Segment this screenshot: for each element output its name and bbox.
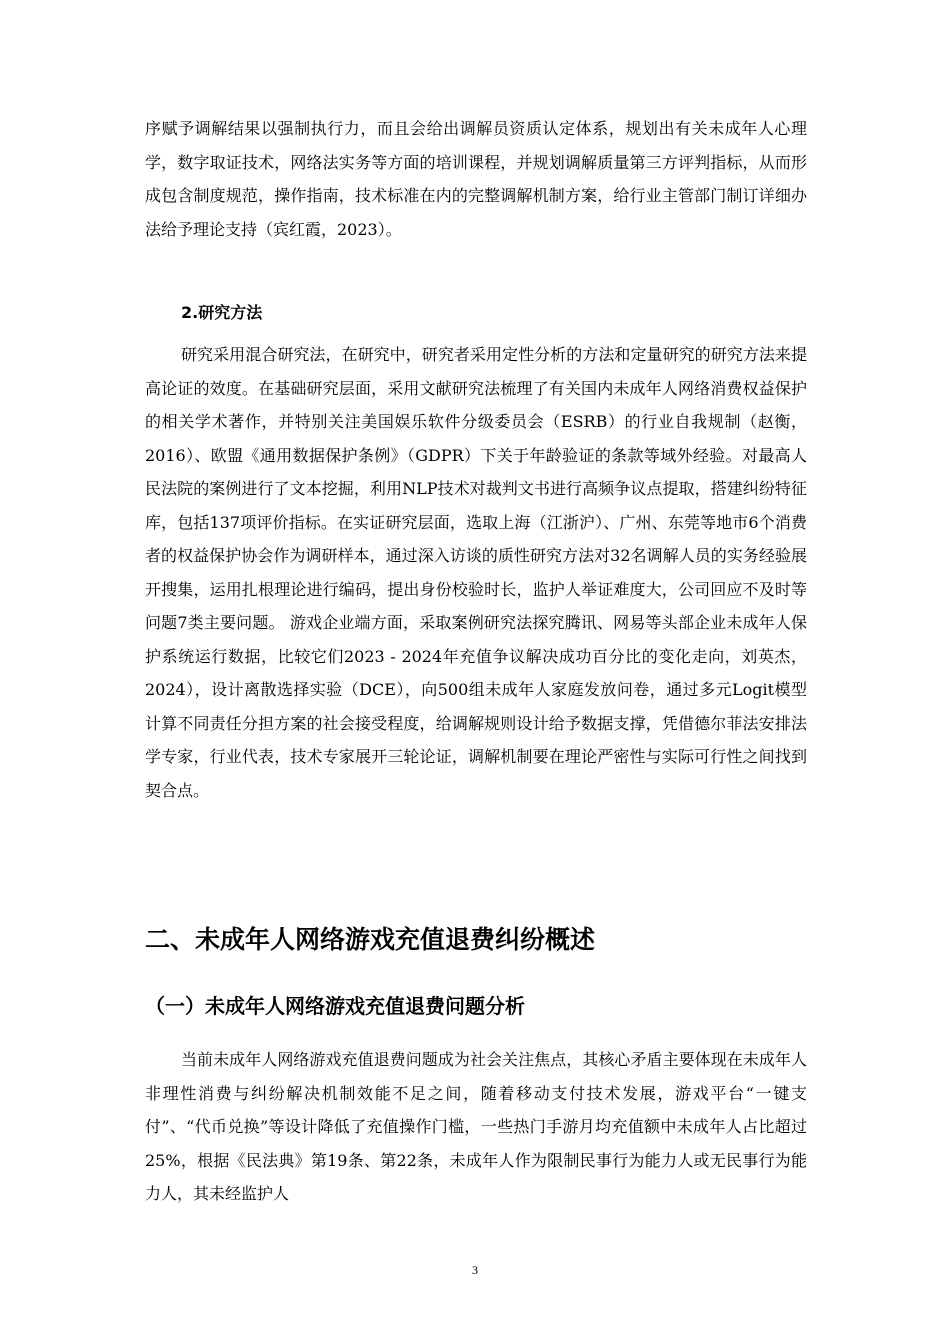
chapter-heading: 二、未成年人网络游戏充值退费纠纷概述 xyxy=(145,925,596,954)
subheading-research-method: 2.研究方法 xyxy=(181,303,263,322)
paragraph-problem-analysis: 当前未成年人网络游戏充值退费问题成为社会关注焦点，其核心矛盾主要体现在未成年人非理性消费与纠纷解决机制效能不足之间，随着移动支付技术发展，游戏平台“一键支付”、“代币兑换”等设计降低了充值操作门槛，一些热门手游月均充值额中未成年人占比超过25%，根据《民法典》第19条、第22条，未成年人作为限制民事行为能力人或无民事行为能力人，其未经监护人 xyxy=(145,1050,807,1203)
paragraph-intro-continuation: 序赋予调解结果以强制执行力，而且会给出调解员资质认定体系，规划出有关未成年人心理学，数字取证技术，网络法实务等方面的培训课程，并规划调解质量第三方评判指标，从而形成包含制度规范，操作指南，技术标准在内的完整调解机制方案，给行业主管部门制订详细办法给予理论支持（宾红霞，2023）。 xyxy=(145,119,807,239)
paragraph-research-method: 研究采用混合研究法，在研究中，研究者采用定性分析的方法和定量研究的研究方法来提高论证的效度。在基础研究层面，采用文献研究法梳理了有关国内未成年人网络消费权益保护的相关学术著作，并特别关注美国娱乐软件分级委员会（ESRB）的行业自我规制（赵衡，2016）、欧盟《通用数据保护条例》（GDPR）下关于年龄验证的条款等域外经验。对最高人民法院的案例进行了文本挖掘，利用NLP技术对裁判文书进行高频争议点提取，搭建纠纷特征库，包括137项评价指标。在实证研究层面，选取上海（江浙沪）、广州、东莞等地市6个消费者的权益保护协会作为调研样本，通过深入访谈的质性研究方法对32名调解人员的实务经验展开搜集，运用扎根理论进行编码，提出身份校验时长，监护人举证难度大，公司回应不及时等问题7类主要问题。 游戏企业端方面，采取案例研究法探究腾讯、网易等头部企业未成年人保护系统运行数据，比较它们2023 - 2024年充值争议解决成功百分比的变化走向，刘英杰，2024），设计离散选择实验（DCE），向500组未成年人家庭发放问卷，通过多元Logit模型计算不同责任分担方案的社会接受程度，给调解规则设计给予数据支撑，凭借德尔菲法安排法学专家，行业代表，技术专家展开三轮论证，调解机制要在理论严密性与实际可行性之间找到契合点。 xyxy=(145,345,807,800)
section-heading: （一）未成年人网络游戏充值退费问题分析 xyxy=(145,994,525,1018)
page-number: 3 xyxy=(472,1263,478,1277)
